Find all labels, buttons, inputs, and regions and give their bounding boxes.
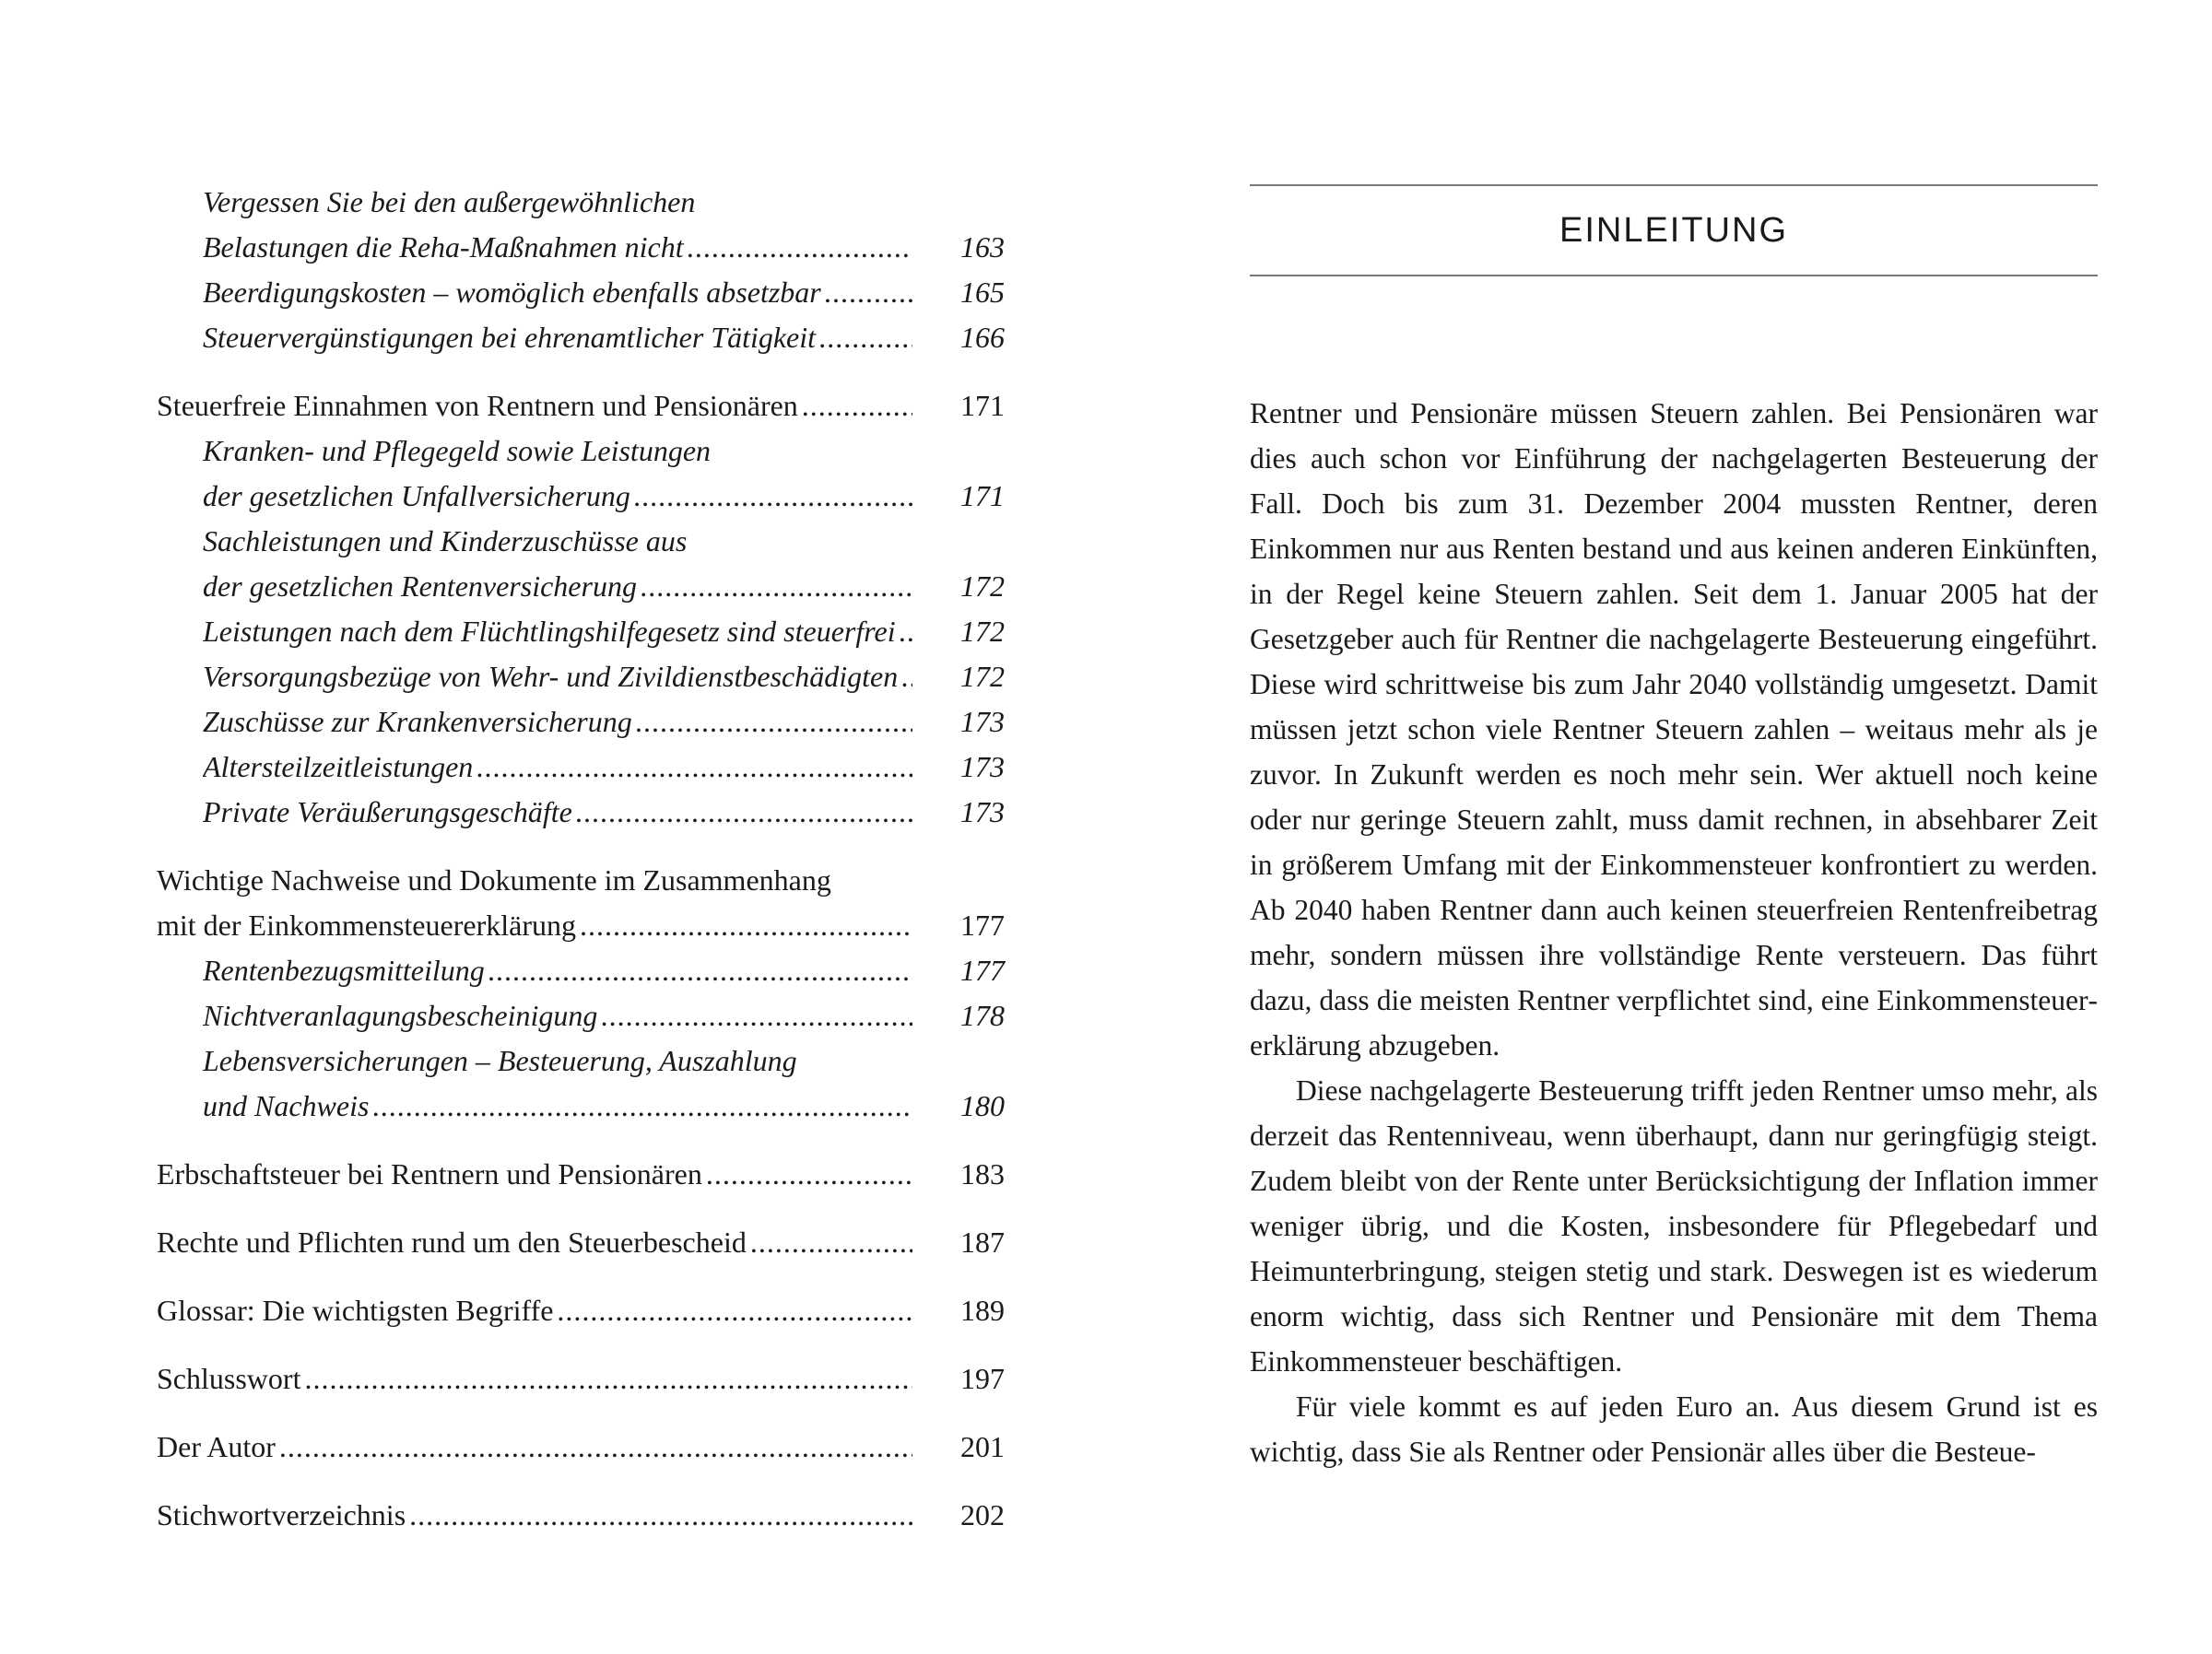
toc-entry — [157, 180, 1005, 270]
table-of-contents — [157, 180, 1005, 1538]
toc-dot-leader — [634, 474, 912, 519]
toc-entry-title-line: Lebensversicherungen – Besteuerung, Auszahlung — [203, 1044, 797, 1077]
toc-page-number: 178 — [960, 999, 1005, 1032]
paragraph: Für viele kommt es auf jeden Euro an. Aus diesem Grund ist es wichtig, dass Sie als Rentner oder Pensionär alles über die Besteue- — [1250, 1390, 2098, 1468]
toc-dot-leader — [477, 745, 912, 790]
toc-dot-leader — [372, 1084, 912, 1129]
toc-page-number: 177 — [960, 909, 1005, 942]
toc-page-number: 201 — [960, 1430, 1005, 1463]
toc-page-number: 173 — [960, 795, 1005, 828]
toc-entry-title: und Nachweis — [203, 1089, 370, 1122]
toc-page-number: 172 — [960, 615, 1005, 648]
toc-page-number: 180 — [960, 1089, 1005, 1122]
toc-page-number: 165 — [960, 276, 1005, 309]
toc-dot-leader — [279, 1425, 912, 1470]
toc-page-number: 172 — [960, 569, 1005, 603]
toc-entry — [157, 993, 1005, 1038]
toc-entry — [157, 383, 1005, 428]
toc-entry-title: der gesetzlichen Unfallversicherung — [203, 479, 630, 512]
toc-page-number: 177 — [960, 954, 1005, 987]
toc-entry-title: Steuerfreie Einnahmen von Rentnern und Pensionären — [157, 389, 798, 422]
toc-entry-title: Steuervergünstigungen bei ehrenamtlicher Tätigkeit — [203, 321, 817, 354]
chapter-page — [1250, 184, 2098, 1474]
toc-entry — [157, 1493, 1005, 1538]
toc-dot-leader — [409, 1493, 912, 1538]
toc-entry-title: Versorgungsbezüge von Wehr- und Zivildienstbeschädigten — [203, 660, 899, 693]
toc-entry-title: Glossar: Die wichtigsten Begriffe — [157, 1294, 554, 1327]
toc-entry-title: Belastungen die Reha-Maßnahmen nicht — [203, 230, 684, 264]
toc-entry-title: Leistungen nach dem Flüchtlingshilfegesetz sind steuerfrei — [203, 615, 896, 648]
toc-dot-leader — [557, 1288, 912, 1333]
toc-entry-title: mit der Einkommensteuererklärung — [157, 909, 576, 942]
toc-entry-title: Altersteilzeitleistungen — [203, 750, 474, 783]
toc-entry — [157, 519, 1005, 609]
toc-dot-leader — [580, 903, 912, 948]
toc-dot-leader — [900, 609, 912, 654]
chapter-title: EINLEITUNG — [1559, 211, 1789, 250]
toc-entry-title: der gesetzlichen Rentenversicherung — [203, 569, 637, 603]
toc-entry-title-line: Vergessen Sie bei den außergewöhnlichen — [203, 185, 696, 218]
toc-page-number: 163 — [960, 230, 1005, 264]
toc-page-number: 172 — [960, 660, 1005, 693]
toc-page-number: 189 — [960, 1294, 1005, 1327]
toc-entry — [157, 858, 1005, 948]
toc-entry — [157, 699, 1005, 745]
chapter-title-rule-bottom — [1250, 275, 2098, 276]
toc-page-number: 171 — [960, 479, 1005, 512]
toc-dot-leader — [488, 948, 912, 993]
toc-entry-title: Rentenbezugsmitteilung — [203, 954, 485, 987]
toc-dot-leader — [819, 315, 912, 360]
paragraph: Diese nachgelagerte Besteuerung trifft jeden Rentner umso mehr, als derzeit das Rentenniveau, wenn überhaupt, dann nur geringfügig steigt. Zudem bleibt von der Rente unter Berücksichtigung der Inflation immer weniger übrig, und die Kosten, insbesondere für Pflegebedarf und Heimunterbringung, steigen stetig und stark. Deswegen ist es wiederum enorm wichtig, dass sich Rentner und Pensionäre mit dem Thema Einkommensteuer beschäftigen. — [1250, 1074, 2098, 1378]
toc-entry-title-line: Wichtige Nachweise und Dokumente im Zusammenhang — [157, 863, 831, 897]
toc-entry-title: Beerdigungskosten – womöglich ebenfalls absetzbar — [203, 276, 821, 309]
toc-page-number: 202 — [960, 1498, 1005, 1531]
toc-entry — [157, 1356, 1005, 1402]
toc-entry — [157, 1288, 1005, 1333]
toc-entry-title: Rechte und Pflichten rund um den Steuerbescheid — [157, 1226, 747, 1259]
toc-dot-leader — [706, 1152, 912, 1197]
toc-entry — [157, 270, 1005, 315]
toc-dot-leader — [750, 1220, 912, 1265]
chapter-body — [1250, 391, 2098, 1474]
toc-entry — [157, 654, 1005, 699]
toc-entry-title: Nichtveranlagungsbescheinigung — [203, 999, 598, 1032]
toc-entry — [157, 948, 1005, 993]
toc-entry — [157, 790, 1005, 835]
toc-entry — [157, 1425, 1005, 1470]
toc-dot-leader — [576, 790, 912, 835]
toc-entry-title: Erbschaftsteuer bei Rentnern und Pensionären — [157, 1157, 702, 1191]
toc-entry — [157, 745, 1005, 790]
toc-dot-leader — [304, 1356, 912, 1402]
toc-dot-leader — [601, 993, 912, 1038]
toc-entry-title: Der Autor — [157, 1430, 276, 1463]
toc-dot-leader — [688, 225, 912, 270]
toc-page-number: 173 — [960, 750, 1005, 783]
paragraph: Rentner und Pensionäre müssen Steuern zahlen. Bei Pensionären war dies auch schon vor Einführung der nachgelagerten Besteuerung der Fall. Doch bis zum 31. Dezember 2004 mussten Rentner, deren Einkommen nur aus Renten bestand und aus keinen anderen Einkünften, in der Regel keine Steuern zahlen. Seit dem 1. Januar 2005 hat der Gesetzgeber auch für Rentner die nachgelagerte Besteuerung eingeführt. Diese wird schrittweise bis zum Jahr 2040 vollständig umgesetzt. Damit müssen jetzt schon viele Rentner Steuern zahlen – weitaus mehr als je zuvor. In Zukunft werden es noch mehr sein. Wer aktuell noch keine oder nur geringe Steuern zahlt, muss damit rechnen, in absehbarer Zeit in größerem Umfang mit der Einkommensteuer konfrontiert zu werden. Ab 2040 haben Rentner dann auch keinen steuerfreien Rentenfreibetrag mehr, sondern müssen ihre vollständige Rente versteuern. Das führt dazu, dass die meisten Rentner verpflichtet sind, eine Einkommensteuererklärung abzugeben. — [1250, 397, 2098, 1062]
toc-page-number: 166 — [960, 321, 1005, 354]
toc-entry — [157, 1220, 1005, 1265]
toc-page-number: 183 — [960, 1157, 1005, 1191]
toc-page-number: 197 — [960, 1362, 1005, 1395]
toc-entry — [157, 1152, 1005, 1197]
toc-dot-leader — [636, 699, 912, 745]
toc-entry-title-line: Sachleistungen und Kinderzuschüsse aus — [203, 524, 688, 557]
toc-page-number: 173 — [960, 705, 1005, 738]
toc-entry-title: Schlusswort — [157, 1362, 301, 1395]
toc-dot-leader — [802, 383, 912, 428]
toc-entry-title: Stichwortverzeichnis — [157, 1498, 406, 1531]
toc-entry-title: Private Veräußerungsgeschäfte — [203, 795, 572, 828]
toc-entry-title: Zuschüsse zur Krankenversicherung — [203, 705, 632, 738]
toc-entry — [157, 1038, 1005, 1129]
toc-dot-leader — [901, 654, 912, 699]
toc-dot-leader — [641, 564, 912, 609]
toc-page-number: 171 — [960, 389, 1005, 422]
toc-entry — [157, 315, 1005, 360]
toc-entry — [157, 609, 1005, 654]
toc-page-number: 187 — [960, 1226, 1005, 1259]
toc-entry-title-line: Kranken- und Pflegegeld sowie Leistungen — [203, 434, 712, 467]
toc-entry — [157, 428, 1005, 519]
toc-dot-leader — [825, 270, 912, 315]
